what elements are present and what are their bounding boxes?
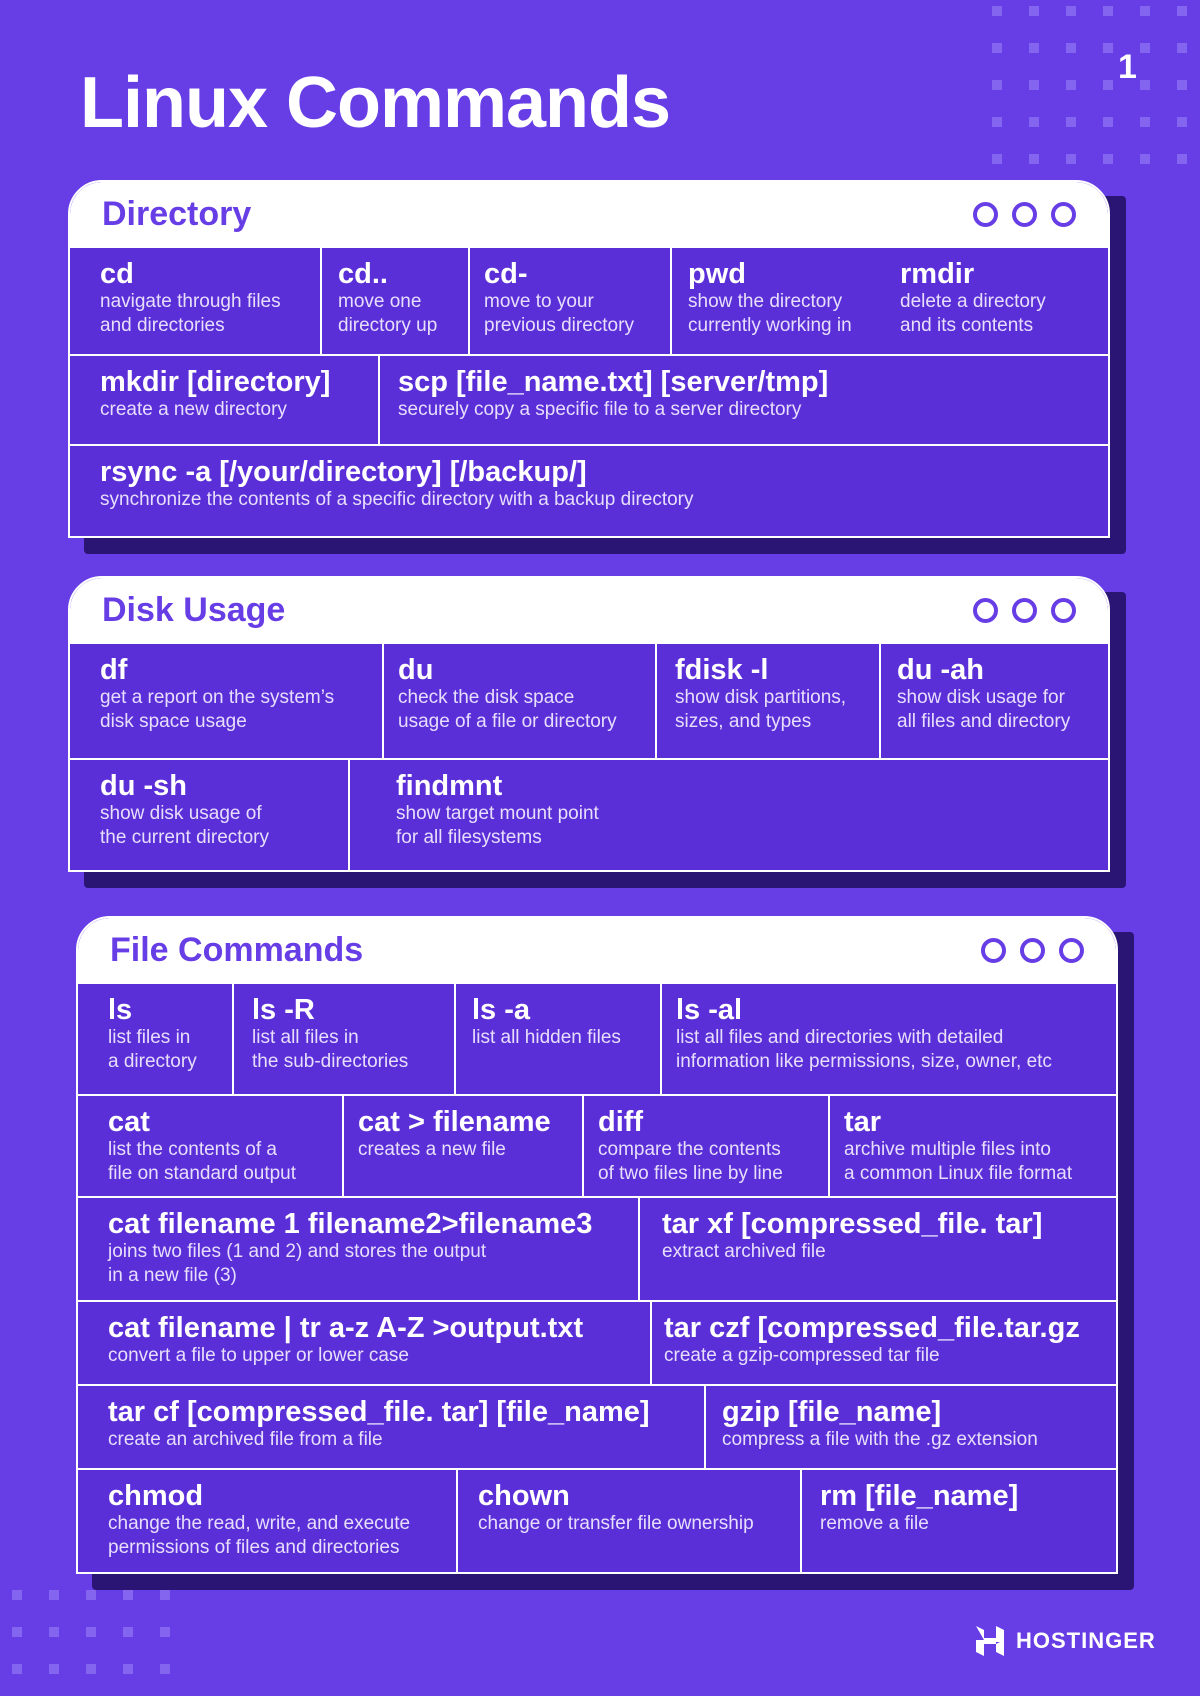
command-cell (582, 1096, 828, 1196)
command-cell (70, 760, 348, 870)
panel-directory (68, 180, 1110, 538)
command-cell (456, 1470, 800, 1572)
window-controls-icon (973, 598, 1076, 623)
command-desc: list all files in the sub-directories (252, 1027, 409, 1072)
command-desc: archive multiple files into a common Linux file format (844, 1139, 1073, 1184)
command-name: du -ah (897, 654, 984, 686)
command-name: cat (108, 1106, 150, 1138)
command-desc: move to your previous directory (484, 291, 634, 336)
command-desc: convert a file to upper or lower case (108, 1345, 409, 1366)
command-cell (378, 356, 1108, 444)
window-controls-icon (973, 202, 1076, 227)
page-title: Linux Commands (80, 63, 671, 143)
command-cell (800, 1470, 1116, 1572)
command-name: chown (478, 1480, 570, 1512)
command-desc: show disk partitions, sizes, and types (675, 687, 847, 732)
command-desc: list the contents of a file on standard output (108, 1139, 297, 1184)
command-cell (320, 248, 468, 354)
window-controls-icon (981, 938, 1084, 963)
command-name: ls -a (472, 994, 531, 1026)
command-name: df (100, 654, 128, 686)
command-row (78, 1196, 1116, 1300)
command-name: pwd (688, 258, 746, 290)
panel-header (70, 578, 1108, 642)
command-name: rsync -a [/your/directory] [/backup/] (100, 456, 587, 488)
command-cell (468, 248, 670, 354)
command-desc: securely copy a specific file to a server directory (398, 399, 802, 420)
command-name: rmdir (900, 258, 975, 290)
command-name: ls -R (252, 994, 315, 1026)
command-cell (342, 1096, 582, 1196)
command-desc: show disk usage for all files and directory (897, 687, 1071, 732)
command-name: cat > filename (358, 1106, 551, 1138)
command-name: cat filename | tr a-z A-Z >output.txt (108, 1312, 584, 1344)
command-desc: list files in a directory (108, 1027, 197, 1072)
command-cell (660, 984, 1116, 1094)
panel-disk-usage (68, 576, 1110, 872)
command-name: tar czf [compressed_file.tar.gz (664, 1312, 1080, 1344)
command-name: mkdir [directory] (100, 366, 331, 398)
command-row (78, 982, 1116, 1094)
command-name: cd.. (338, 258, 388, 290)
command-desc: compare the contents of two files line by line (598, 1139, 783, 1184)
command-row (78, 1468, 1116, 1572)
command-row (78, 1384, 1116, 1468)
command-name: findmnt (396, 770, 503, 802)
hostinger-logo-icon (974, 1624, 1006, 1658)
section-title: Directory (102, 194, 252, 233)
command-desc: remove a file (820, 1513, 929, 1534)
command-cell (78, 1386, 704, 1468)
command-cell (655, 644, 879, 758)
command-cell (650, 1302, 1116, 1384)
command-desc: creates a new file (358, 1139, 506, 1160)
section-title: Disk Usage (102, 590, 286, 629)
command-row (78, 1300, 1116, 1384)
command-cell (879, 644, 1108, 758)
command-cell (70, 644, 382, 758)
command-row (70, 642, 1108, 758)
command-desc: list all files and directories with detailed information like permissions, size, owner, etc (676, 1027, 1052, 1072)
command-desc: change the read, write, and execute permissions of files and directories (108, 1513, 411, 1558)
command-name: cd (100, 258, 134, 290)
command-desc: create an archived file from a file (108, 1429, 383, 1450)
command-cell (382, 644, 655, 758)
command-desc: check the disk space usage of a file or directory (398, 687, 617, 732)
command-row (70, 354, 1108, 444)
command-cell (70, 356, 378, 444)
command-name: tar cf [compressed_file. tar] [file_name] (108, 1396, 650, 1428)
command-desc: list all hidden files (472, 1027, 621, 1048)
command-cell (638, 1198, 1116, 1300)
command-cell (78, 1198, 638, 1300)
brand-name: HOSTINGER (1016, 1628, 1156, 1653)
command-desc: create a new directory (100, 399, 287, 420)
command-desc: change or transfer file ownership (478, 1513, 754, 1534)
command-row (78, 1094, 1116, 1196)
command-name: fdisk -l (675, 654, 769, 686)
command-cell (704, 1386, 1116, 1468)
command-cell (70, 248, 320, 354)
command-desc: create a gzip-compressed tar file (664, 1345, 940, 1366)
command-name: gzip [file_name] (722, 1396, 942, 1428)
command-desc: delete a directory and its contents (900, 291, 1046, 336)
command-name: scp [file_name.txt] [server/tmp] (398, 366, 829, 398)
command-desc: get a report on the system’s disk space usage (100, 687, 335, 732)
decorative-dot-grid-top (992, 6, 1187, 164)
command-cell (232, 984, 454, 1094)
command-desc: show the directory currently working in (688, 291, 852, 336)
command-cell (78, 1096, 342, 1196)
brand-logo (974, 1624, 1156, 1658)
command-name: tar xf [compressed_file. tar] (662, 1208, 1043, 1240)
command-name: chmod (108, 1480, 204, 1512)
panel-header (70, 182, 1108, 246)
command-cell (78, 1302, 650, 1384)
command-row (70, 444, 1108, 536)
page-number: 1 (1118, 48, 1137, 86)
command-name: diff (598, 1106, 644, 1138)
command-desc: show target mount point for all filesystems (396, 803, 599, 848)
command-name: rm [file_name] (820, 1480, 1019, 1512)
command-desc: joins two files (1 and 2) and stores the output in a new file (3) (108, 1241, 487, 1286)
command-cell (882, 248, 1108, 354)
command-desc: show disk usage of the current directory (100, 803, 269, 848)
command-cell (78, 984, 232, 1094)
command-name: cd- (484, 258, 528, 290)
command-desc: compress a file with the .gz extension (722, 1429, 1038, 1450)
command-name: du (398, 654, 434, 686)
command-cell (454, 984, 660, 1094)
command-desc: synchronize the contents of a specific directory with a backup directory (100, 489, 694, 510)
panel-file-commands (76, 916, 1118, 1574)
command-name: tar (844, 1106, 882, 1138)
command-row (70, 246, 1108, 354)
command-name: ls (108, 994, 133, 1026)
command-name: ls -al (676, 994, 743, 1026)
command-name: cat filename 1 filename2>filename3 (108, 1208, 593, 1240)
command-desc: extract archived file (662, 1241, 826, 1262)
command-cell (78, 1470, 456, 1572)
command-name: du -sh (100, 770, 187, 802)
command-cell (670, 248, 882, 354)
command-row (70, 758, 1108, 870)
decorative-dot-grid-bottom (12, 1590, 170, 1674)
command-cell (828, 1096, 1116, 1196)
command-desc: navigate through files and directories (100, 291, 281, 336)
command-desc: move one directory up (338, 291, 438, 336)
command-cell (348, 760, 1108, 870)
panel-header (78, 918, 1116, 982)
command-cell (70, 446, 1108, 536)
section-title: File Commands (110, 930, 364, 969)
